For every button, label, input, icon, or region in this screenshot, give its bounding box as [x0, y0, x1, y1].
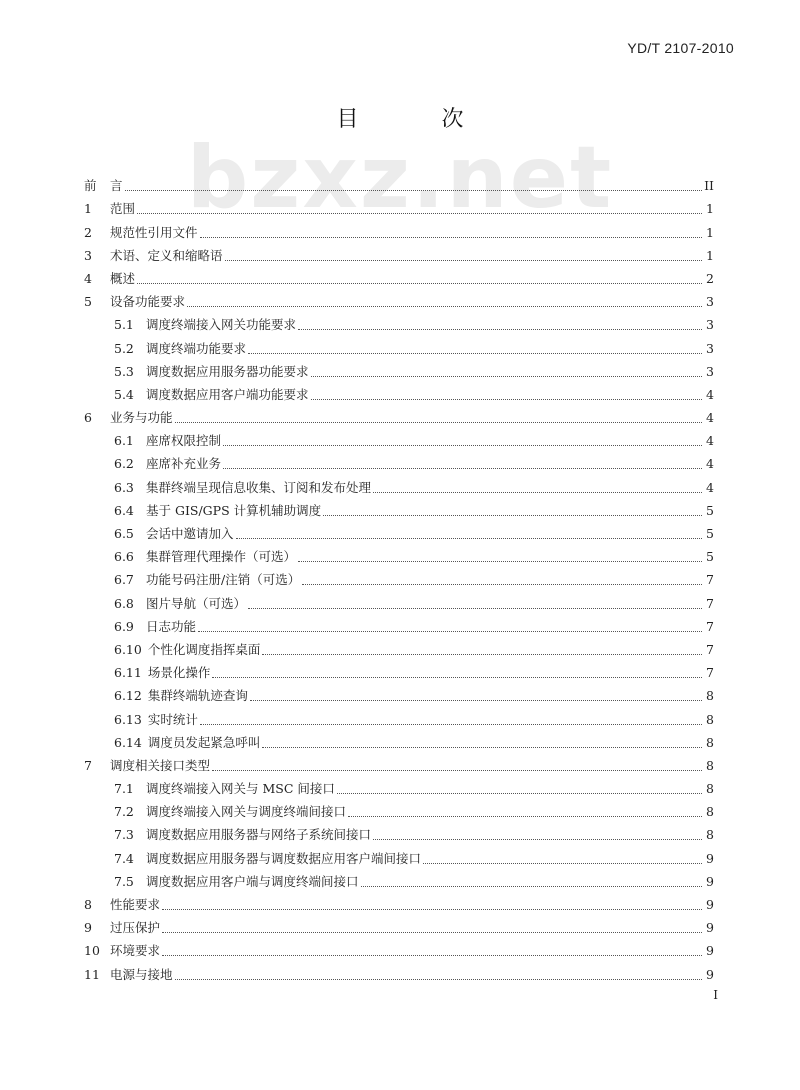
- toc-entry-number: 6.3: [114, 479, 134, 495]
- watermark: bzxz.net: [186, 128, 614, 228]
- toc-entry-number: 5: [84, 294, 92, 310]
- toc-entry[interactable]: [84, 194, 714, 217]
- toc-entry-page: 7: [706, 572, 714, 588]
- toc-entry-label: 电源与接地: [110, 966, 173, 982]
- toc-entry-page: 3: [706, 363, 714, 379]
- toc-entry[interactable]: [84, 449, 714, 472]
- toc-entry-label: 调度相关接口类型: [110, 757, 211, 773]
- toc-entry-page: 8: [706, 711, 714, 727]
- toc-entry[interactable]: [84, 565, 714, 588]
- toc-entry-number: 3: [84, 247, 92, 263]
- toc-entry-number: 6.12: [114, 688, 142, 704]
- toc-entry-label: 调度终端接入网关与 MSC 间接口: [146, 781, 335, 797]
- toc-entry-label: 范围: [110, 201, 136, 217]
- toc-entry-number: 6.9: [114, 618, 134, 634]
- toc-entry-number: 10: [84, 943, 100, 959]
- dot-leader: [187, 294, 702, 307]
- toc-entry[interactable]: [84, 542, 714, 565]
- toc-entry[interactable]: [84, 472, 714, 495]
- standard-code: YD/T 2107-2010: [627, 40, 734, 56]
- toc-entry-label: 过压保护: [110, 920, 161, 936]
- toc-entry-page: 9: [706, 897, 714, 912]
- toc-entry-label: 性能要求: [110, 897, 161, 912]
- dot-leader: [200, 225, 702, 238]
- dot-leader: [212, 758, 702, 771]
- toc-entry[interactable]: [84, 936, 714, 959]
- dot-leader: [225, 248, 702, 261]
- toc-entry-page: 8: [706, 757, 714, 773]
- dot-leader: [250, 688, 702, 701]
- toc-entry-label: 调度数据应用客户端功能要求: [146, 386, 309, 402]
- toc-entry[interactable]: [84, 751, 714, 774]
- toc-entry-page: 3: [706, 294, 714, 310]
- toc-entry-label: 座席补充业务: [146, 456, 222, 472]
- page-title: 目 次: [336, 107, 502, 132]
- toc-entry[interactable]: [84, 728, 714, 751]
- toc-entry[interactable]: [84, 217, 714, 240]
- toc-entry-page: 3: [706, 340, 714, 356]
- dot-leader: [298, 549, 702, 562]
- toc-entry-label: 调度数据应用服务器功能要求: [146, 363, 309, 379]
- dot-leader: [137, 271, 702, 284]
- toc-entry-page: 1: [706, 247, 714, 263]
- toc-entry-label: 基于 GIS/GPS 计算机辅助调度: [146, 502, 322, 518]
- toc-entry-label: 环境要求: [110, 943, 161, 959]
- dot-leader: [302, 572, 702, 585]
- toc-entry-number: 6.5: [114, 526, 134, 541]
- toc-entry-page: 4: [706, 433, 714, 449]
- toc-entry-number: 6.10: [114, 641, 142, 657]
- toc-entry[interactable]: [84, 797, 714, 820]
- toc-entry-label: 个性化调度指挥桌面: [147, 641, 261, 657]
- toc-entry-label: 业务与功能: [110, 410, 173, 426]
- toc-entry[interactable]: [84, 426, 714, 449]
- toc-entry-label: 调度数据应用客户端与调度终端间接口: [146, 873, 359, 889]
- toc-entry-number: 4: [84, 270, 92, 286]
- toc-entry-number: 5.2: [114, 340, 134, 356]
- dot-leader: [248, 596, 702, 609]
- toc-entry-label: 调度数据应用服务器与网络子系统间接口: [146, 827, 372, 843]
- toc-entry-number: 6.4: [114, 502, 134, 518]
- toc-entry-label: 实时统计: [147, 711, 198, 727]
- toc-entry-page: 1: [706, 224, 714, 240]
- toc-entry-number: 6.7: [114, 572, 134, 588]
- toc-entry-number: 6.14: [114, 734, 142, 750]
- dot-leader: [175, 410, 702, 423]
- toc-entry[interactable]: [84, 612, 714, 635]
- toc-entry-label: 集群终端轨迹查询: [147, 688, 248, 704]
- toc-entry-page: 7: [706, 595, 714, 611]
- dot-leader: [212, 665, 702, 678]
- table-of-contents: [84, 171, 714, 983]
- toc-entry-number: 9: [84, 920, 92, 936]
- toc-entry-number: 11: [84, 966, 100, 982]
- toc-entry-number: 1: [84, 201, 92, 217]
- toc-entry[interactable]: [84, 380, 714, 403]
- dot-leader: [162, 920, 702, 933]
- dot-leader: [223, 456, 702, 469]
- toc-entry-number: 7.5: [114, 873, 134, 889]
- toc-entry-page: 8: [706, 781, 714, 797]
- toc-entry-page: 4: [706, 410, 714, 426]
- toc-entry-label: 概述: [110, 270, 136, 286]
- dot-leader: [348, 804, 702, 817]
- toc-entry-number: 7.4: [114, 850, 134, 866]
- toc-entry-page: 5: [706, 549, 714, 565]
- dot-leader: [175, 967, 702, 980]
- page-number: I: [713, 988, 718, 1002]
- toc-entry-label: 调度终端接入网关功能要求: [146, 317, 297, 333]
- toc-entry[interactable]: [84, 588, 714, 611]
- toc-entry-label: 调度终端功能要求: [146, 340, 247, 356]
- toc-entry-number: 7.3: [114, 827, 134, 843]
- dot-leader: [236, 526, 702, 539]
- toc-entry-page: 8: [706, 688, 714, 704]
- toc-entry-number: 6.1: [114, 433, 134, 449]
- toc-entry-label: 术语、定义和缩略语: [110, 247, 223, 263]
- toc-entry[interactable]: [84, 774, 714, 797]
- toc-entry[interactable]: [84, 264, 714, 287]
- toc-entry-label: 图片导航（可选）: [146, 595, 247, 611]
- toc-entry-number: 2: [84, 224, 92, 240]
- dot-leader: [298, 317, 702, 330]
- toc-entry-page: 9: [706, 966, 714, 982]
- toc-entry-number: 6.13: [114, 711, 142, 727]
- toc-entry-number: 5.1: [114, 317, 134, 333]
- dot-leader: [311, 387, 702, 400]
- toc-entry-label: 调度数据应用服务器与调度数据应用客户端间接口: [146, 850, 422, 866]
- toc-entry-number: 6.8: [114, 595, 134, 611]
- toc-entry-page: 8: [706, 804, 714, 820]
- dot-leader: [125, 178, 702, 191]
- toc-entry-label: 会话中邀请加入: [146, 526, 234, 541]
- dot-leader: [373, 480, 702, 493]
- toc-entry-number: 7.1: [114, 781, 134, 797]
- toc-entry-number: 5.3: [114, 363, 134, 379]
- toc-entry-page: 9: [706, 943, 714, 959]
- toc-entry[interactable]: [84, 310, 714, 333]
- dot-leader: [198, 619, 702, 632]
- dot-leader: [423, 851, 702, 864]
- toc-entry[interactable]: [84, 843, 714, 866]
- toc-entry-label: 调度员发起紧急呼叫: [147, 734, 261, 750]
- dot-leader: [162, 897, 702, 910]
- toc-entry-number: 7.2: [114, 804, 134, 820]
- dot-leader: [200, 712, 702, 725]
- toc-entry-page: 1: [706, 201, 714, 217]
- toc-entry-number: 8: [84, 897, 92, 912]
- toc-entry-number: 6.6: [114, 549, 134, 565]
- toc-entry-page: 5: [706, 526, 714, 541]
- toc-entry[interactable]: [84, 704, 714, 727]
- toc-entry[interactable]: [84, 681, 714, 704]
- toc-entry[interactable]: [84, 635, 714, 658]
- toc-entry[interactable]: [84, 403, 714, 426]
- toc-entry-number: 6.2: [114, 456, 134, 472]
- toc-entry[interactable]: [84, 658, 714, 681]
- toc-entry-number: 6: [84, 410, 92, 426]
- toc-entry-label: 场景化操作: [147, 665, 211, 681]
- toc-entry-page: 4: [706, 386, 714, 402]
- toc-entry-page: 5: [706, 502, 714, 518]
- toc-entry-page: 9: [706, 873, 714, 889]
- toc-entry-number: 7: [84, 757, 92, 773]
- toc-entry-page: 9: [706, 920, 714, 936]
- toc-entry-page: II: [704, 178, 714, 194]
- toc-entry-label: 设备功能要求: [110, 294, 186, 310]
- dot-leader: [137, 201, 702, 214]
- toc-entry[interactable]: [84, 333, 714, 356]
- dot-leader: [162, 943, 702, 956]
- dot-leader: [311, 364, 702, 377]
- toc-entry-label: 功能号码注册/注销（可选）: [146, 572, 301, 588]
- toc-entry[interactable]: [84, 959, 714, 982]
- toc-entry-page: 3: [706, 317, 714, 333]
- toc-entry-page: 9: [706, 850, 714, 866]
- toc-entry-label: 座席权限控制: [146, 433, 222, 449]
- toc-entry-page: 4: [706, 479, 714, 495]
- toc-entry[interactable]: [84, 496, 714, 519]
- toc-entry-label: 规范性引用文件: [110, 224, 198, 240]
- toc-entry-label: 集群终端呈现信息收集、订阅和发布处理: [146, 479, 372, 495]
- toc-entry[interactable]: [84, 287, 714, 310]
- dot-leader: [373, 827, 702, 840]
- toc-entry-number: 前: [84, 178, 97, 194]
- toc-entry-number: 5.4: [114, 386, 134, 402]
- toc-entry-page: 7: [706, 665, 714, 681]
- dot-leader: [262, 642, 702, 655]
- toc-entry-page: 8: [706, 827, 714, 843]
- dot-leader: [248, 341, 702, 354]
- dot-leader: [223, 433, 702, 446]
- toc-entry[interactable]: [84, 867, 714, 890]
- toc-entry-label: 日志功能: [146, 618, 197, 634]
- toc-entry-label: 调度终端接入网关与调度终端间接口: [146, 804, 347, 820]
- dot-leader: [262, 735, 702, 748]
- toc-entry-page: 2: [706, 270, 714, 286]
- toc-entry[interactable]: [84, 519, 714, 542]
- toc-entry-label: 言: [110, 178, 123, 194]
- toc-entry-page: 7: [706, 618, 714, 634]
- toc-entry[interactable]: [84, 890, 714, 913]
- toc-entry[interactable]: [84, 171, 714, 194]
- toc-entry[interactable]: [84, 820, 714, 843]
- toc-entry-label: 集群管理代理操作（可选）: [146, 549, 297, 565]
- dot-leader: [361, 874, 702, 887]
- dot-leader: [337, 781, 702, 794]
- toc-entry-page: 7: [706, 641, 714, 657]
- toc-entry-page: 4: [706, 456, 714, 472]
- dot-leader: [323, 503, 702, 516]
- toc-entry[interactable]: [84, 357, 714, 380]
- toc-entry-number: 6.11: [114, 665, 142, 681]
- toc-entry[interactable]: [84, 241, 714, 264]
- toc-entry-page: 8: [706, 734, 714, 750]
- toc-entry[interactable]: [84, 913, 714, 936]
